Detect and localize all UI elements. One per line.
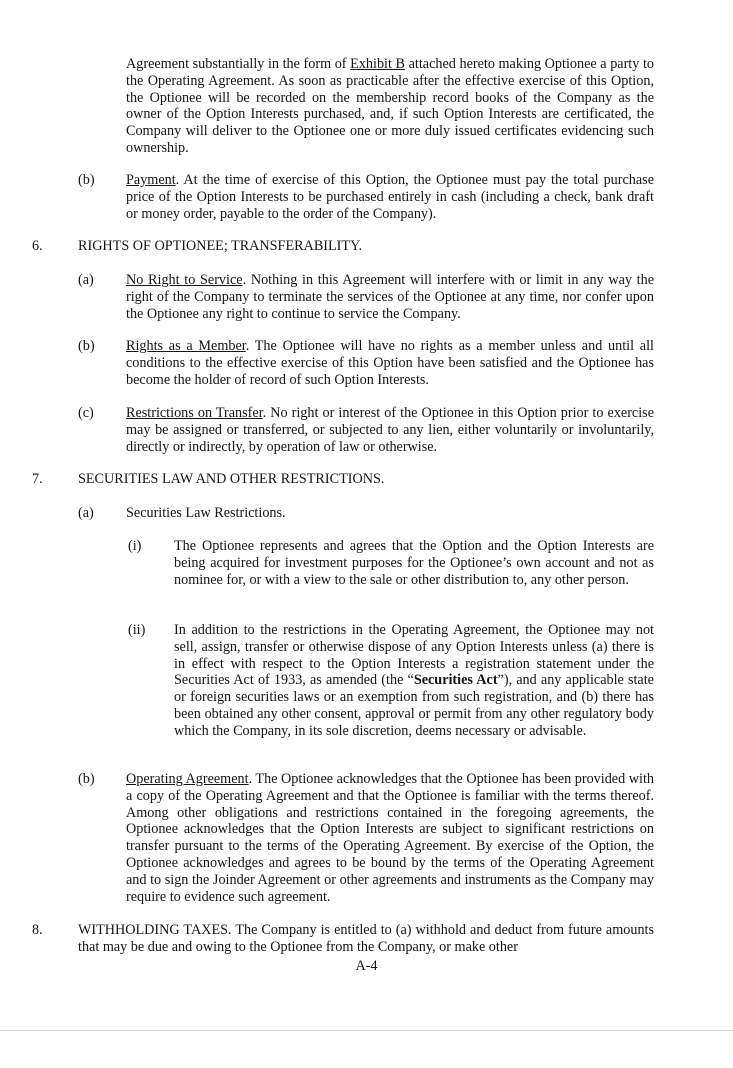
section-7a-ii-paragraph [174, 622, 654, 740]
section-6b-title: Rights as a Member [126, 338, 246, 354]
section-7b-paragraph [126, 771, 654, 905]
continuation-text-after: attached hereto making Optionee a party to the Operating Agreement. As soon as practicable after the effective exercise of this Option, the Optionee will be recorded on the membership record books of the Company as the owner of the Option Interests purchased, and, if such Option Interests are certificated, the Company will deliver to the Optionee one or more duly issued certificates evidencing such ownership. [126, 56, 654, 156]
payment-text: . At the time of exercise of this Option, the Optionee must pay the total purchase price of the Option Interests to be purchased entirely in cash (including a check, bank draft or money order, payable to the order of the Company). [126, 172, 654, 222]
section-7b-text: . The Optionee acknowledges that the Optionee has been provided with a copy of the Operating Agreement and that the Optionee is familiar with the terms thereof. Among other obligations and restrictions contained in the foregoing agreements, the Optionee acknowledges that the Option Interests are subject to significant restrictions on transfer pursuant to the terms of the Operating Agreement. By exercise of the Option, the Optionee acknowledges and agrees to be bound by the terms of the Operating Agreement and to sign the Joinder Agreement or other agreements and instruments as the Company may require to evidence such agreement. [126, 771, 654, 905]
section-7a-ii-label: (ii) [128, 622, 146, 638]
section-6-number: 6. [32, 238, 43, 254]
securities-act-defined-term: Securities Act [413, 672, 498, 689]
payment-title: Payment [126, 172, 176, 188]
section-6a-paragraph [126, 272, 654, 322]
section-7a-label: (a) [78, 505, 94, 521]
section-7a-i-label: (i) [128, 538, 142, 554]
section-6c-paragraph [126, 405, 654, 455]
section-6b-paragraph [126, 338, 654, 388]
section-7-number: 7. [32, 471, 43, 487]
section-6-heading: RIGHTS OF OPTIONEE; TRANSFERABILITY. [78, 238, 363, 254]
section-6a-label: (a) [78, 272, 94, 288]
section-7a-i-text: The Optionee represents and agrees that the Option and the Option Interests are being acquired for investment purposes for the Optionee’s own account and not as nominee for, or with a view to the sale or other distribution to, any other person. [174, 538, 654, 588]
exhibit-b-reference: Exhibit B [350, 56, 405, 72]
section-6c-label: (c) [78, 405, 94, 421]
section-7-heading: SECURITIES LAW AND OTHER RESTRICTIONS. [78, 471, 385, 487]
section-6a-text: . Nothing in this Agreement will interfere with or limit in any way the right of the Company to terminate the services of the Optionee at any time, nor confer upon the Optionee any right to continue to service the Company. [126, 272, 655, 322]
page-number: A-4 [355, 958, 378, 974]
section-7b-label: (b) [78, 771, 95, 787]
scan-edge-line [0, 1030, 733, 1031]
section-7b-title: Operating Agreement [126, 771, 249, 787]
section-8-text: WITHHOLDING TAXES. The Company is entitled to (a) withhold and deduct from future amounts that may be due and owing to the Optionee from the Company, or make other [78, 922, 654, 955]
section-6a-title: No Right to Service [126, 272, 243, 288]
section-8-number: 8. [32, 922, 43, 938]
section-6b-label: (b) [78, 338, 95, 354]
section-7a-i-paragraph [174, 538, 654, 588]
section-8-paragraph [78, 922, 654, 956]
payment-paragraph [126, 172, 654, 222]
continuation-paragraph [126, 56, 654, 157]
payment-label: (b) [78, 172, 95, 188]
section-7a-title: Securities Law Restrictions. [126, 505, 286, 521]
section-6b-text: . The Optionee will have no rights as a member unless and until all conditions to the effective exercise of this Option have been satisfied and the Optionee has become the holder of record of such Option Interests. [126, 338, 654, 388]
section-7a-ii-text-after: ”), and any applicable state or foreign securities laws or an exemption from such registration, and (b) there has been obtained any other consent, approval or permit from any other regulatory body which the Company, in its sole discretion, deems necessary or advisable. [174, 672, 654, 739]
continuation-text-before: Agreement substantially in the form of [126, 56, 351, 72]
section-7a-ii-text-before: In addition to the restrictions in the Operating Agreement, the Optionee may not sell, assign, transfer or otherwise dispose of any Option Interests unless (a) there is in effect with respect to the Option Interests a registration statement under the Securities Act of 1933, as amended (the “ [174, 622, 654, 689]
section-6c-title: Restrictions on Transfer [126, 405, 263, 421]
section-6c-text: . No right or interest of the Optionee in this Option prior to exercise may be assigned or transferred, or subjected to any lien, either voluntarily or involuntarily, directly or indirectly, by operation of law or otherwise. [126, 405, 654, 455]
